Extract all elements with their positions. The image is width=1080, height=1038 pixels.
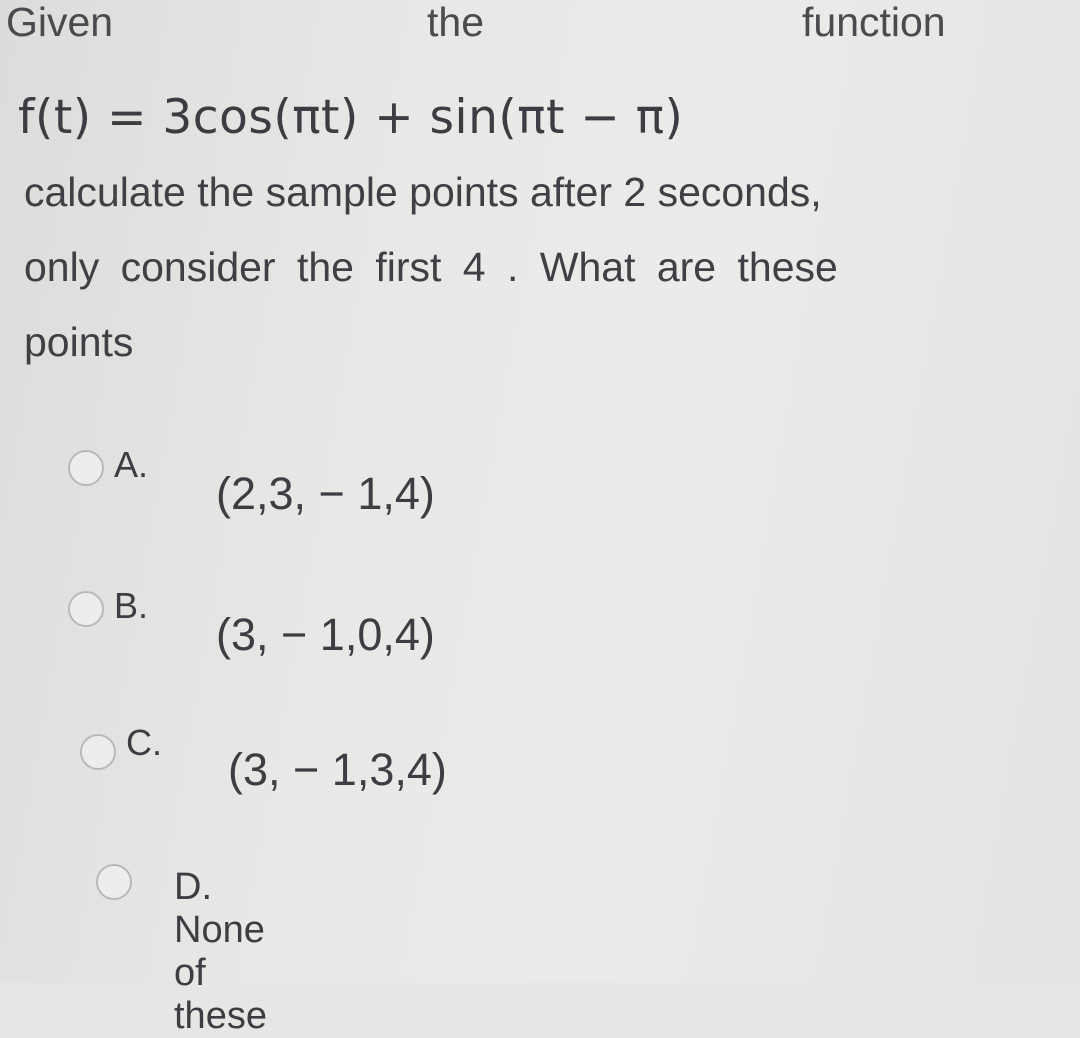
question-line: only consider the first 4 . What are these xyxy=(24,244,838,290)
question-line: calculate the sample points after 2 seconds, xyxy=(24,169,822,215)
radio-button-b[interactable] xyxy=(68,591,104,627)
radio-button-c[interactable] xyxy=(80,734,116,770)
option-value: (3, − 1,3,4) xyxy=(228,744,447,795)
option-letter: C. xyxy=(126,722,162,763)
question-line: points xyxy=(24,319,134,365)
option-letter: B. xyxy=(114,585,149,626)
option-label: D. None of these xyxy=(174,866,267,1037)
header-word-the: the xyxy=(427,0,484,45)
question-text xyxy=(24,155,1004,380)
header-word-function: function xyxy=(802,0,946,45)
radio-button-d[interactable] xyxy=(96,864,132,900)
header-word-given: Given xyxy=(6,0,114,45)
function-formula: f(t) = 3cos(πt) + sin(πt − π) xyxy=(18,90,684,145)
option-letter: A. xyxy=(114,444,149,485)
radio-button-a[interactable] xyxy=(68,450,104,486)
option-value: (2,3, − 1,4) xyxy=(216,468,435,519)
option-value: (3, − 1,0,4) xyxy=(216,609,435,660)
question-header xyxy=(0,0,1080,50)
